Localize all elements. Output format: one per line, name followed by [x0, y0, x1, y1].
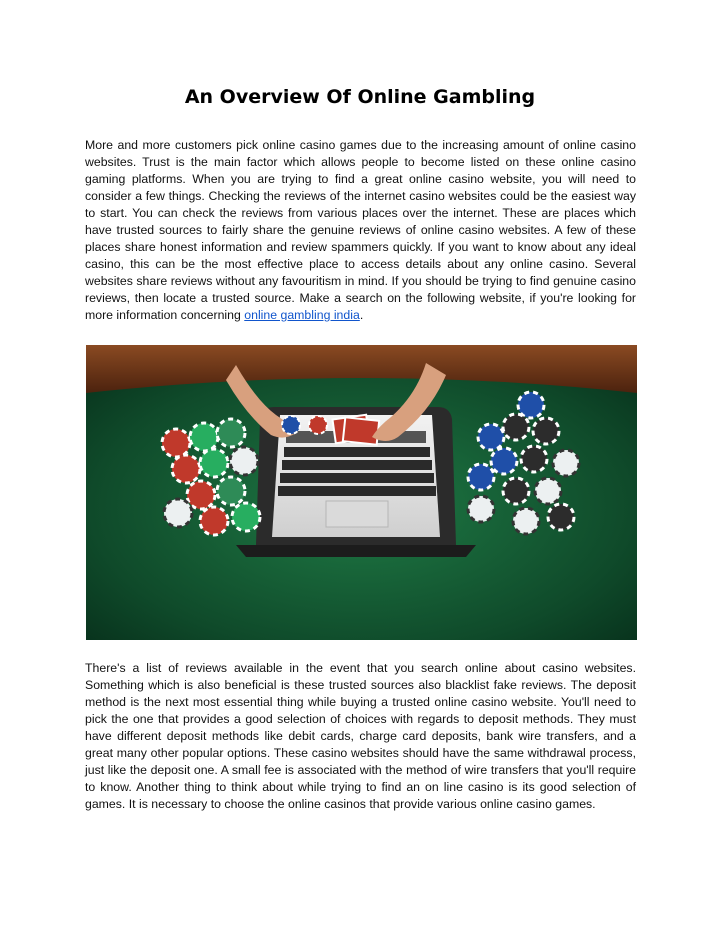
document-title: An Overview Of Online Gambling: [184, 86, 536, 108]
casino-laptop-photo: [86, 345, 637, 640]
paragraph-intro-end: .: [359, 308, 364, 322]
paragraph-reviews: There's a list of reviews available in the event that you search online about casino websites. Something which is also beneficial is these trusted sources also blacklist fake reviews. The deposit method is the next most essential thing while buying a trusted online casino website. You'll need to pick the one that provides a good selection of choices with regards to deposit methods. They must have different deposit methods like debit cards, charge card deposits, bank wire transfers, and a great many other popular options. These casino websites should have the same withdrawal process, just like the deposit one. A small fee is associated with the method of wire transfers that you'll require to know. Another thing to think about while trying to find an on line casino is its good selection of games. It is necessary to choose the online casinos that provide various online casino games.: [85, 661, 636, 811]
online-gambling-india-link[interactable]: online gambling india: [244, 308, 360, 322]
playing-cards-icon: [332, 415, 379, 445]
paragraph-intro-text: More and more customers pick online casino games due to the increasing amount of online casino websites. Trust is the main factor which allows people to become listed on these online casino gaming platforms. When you are trying to find a great online casino website, you will need to consider a few things. Checking the reviews of the internet casino websites could be the easiest way to start. You can check the reviews from various places over the internet. These are places which have trusted sources to fairly share the genuine reviews of online casino websites. A few of these places share honest information and review spammers quickly. If you want to know about any ideal casino, this can be the most effective place to access details about any online casino. Several websites share reviews without any favouritism in mind. If you should be trying to find genuine casino reviews, then locate a trusted source. Make a search on the following website, if you're looking for more information concerning: [85, 138, 636, 322]
casino-photo-illustration: [86, 345, 637, 640]
paragraph-intro: [85, 137, 636, 324]
